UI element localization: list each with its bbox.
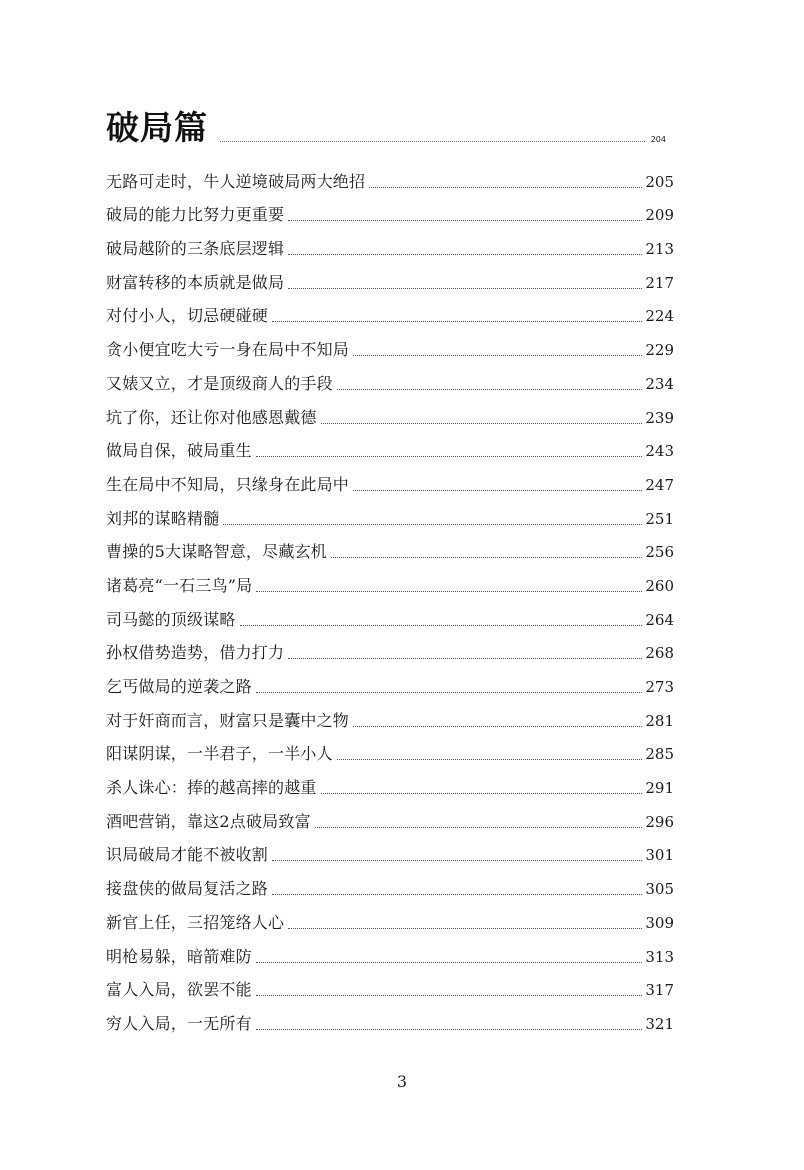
toc-entry-title[interactable]: 财富转移的本质就是做局 — [106, 272, 285, 292]
toc-entry[interactable] — [106, 299, 674, 333]
toc-entry-title[interactable]: 破局的能力比努力更重要 — [106, 205, 285, 225]
toc-entry-page[interactable]: 224 — [645, 307, 674, 326]
dot-leader — [272, 893, 642, 895]
dot-leader — [331, 556, 642, 558]
dot-leader — [223, 523, 642, 525]
toc-entry[interactable] — [106, 636, 674, 670]
footer-page-number: 3 — [396, 1072, 408, 1091]
toc-entry[interactable] — [106, 164, 674, 198]
toc-entry-page[interactable]: 305 — [645, 880, 674, 899]
dot-leader — [353, 725, 642, 727]
toc-entry-title[interactable]: 无路可走时，牛人逆境破局两大绝招 — [106, 171, 366, 191]
toc-entry-page[interactable]: 296 — [645, 812, 674, 831]
toc-entry-page[interactable]: 301 — [645, 846, 674, 865]
toc-entry[interactable] — [106, 770, 674, 804]
toc-entry-page[interactable]: 281 — [645, 711, 674, 730]
toc-entry-title[interactable]: 生在局中不知局，只缘身在此局中 — [106, 474, 350, 494]
dot-leader — [272, 320, 642, 322]
toc-entry-title[interactable]: 坑了你，还让你对他感恩戴德 — [106, 407, 317, 427]
toc-entry-page[interactable]: 260 — [645, 576, 674, 595]
toc-entry[interactable] — [106, 703, 674, 737]
toc-entry[interactable] — [106, 501, 674, 535]
toc-entry-title[interactable]: 阳谋阴谋，一半君子，一半小人 — [106, 744, 333, 764]
dot-leader — [256, 1028, 643, 1030]
dot-leader — [353, 354, 642, 356]
toc-entry-page[interactable]: 256 — [645, 543, 674, 562]
toc-entry[interactable] — [106, 737, 674, 771]
toc-entry-title[interactable]: 接盘侠的做局复活之路 — [106, 879, 269, 899]
dot-leader — [353, 489, 642, 491]
toc-entry[interactable] — [106, 366, 674, 400]
dot-leader — [315, 826, 643, 828]
toc-entry[interactable] — [106, 871, 674, 905]
toc-entry-page[interactable]: 309 — [645, 913, 674, 932]
toc-entry[interactable] — [106, 804, 674, 838]
toc-entry-page[interactable]: 291 — [645, 779, 674, 798]
toc-entry-title[interactable]: 曹操的5大谋略智意，尽藏玄机 — [106, 542, 327, 562]
dot-leader — [240, 624, 643, 626]
toc-entry-title[interactable]: 明枪易躲，暗箭难防 — [106, 946, 252, 966]
dot-leader — [288, 657, 642, 659]
toc-entry-title[interactable]: 破局越阶的三条底层逻辑 — [106, 239, 285, 259]
toc-entry-page[interactable]: 313 — [645, 947, 674, 966]
toc-entry-title[interactable]: 新官上任，三招笼络人心 — [106, 912, 285, 932]
toc-entry[interactable] — [106, 939, 674, 973]
toc-entry-title[interactable]: 又婊又立，才是顶级商人的手段 — [106, 373, 333, 393]
toc-entry-page[interactable]: 205 — [645, 172, 674, 191]
toc-entry-page[interactable]: 213 — [645, 240, 674, 259]
dot-leader — [256, 590, 642, 592]
dot-leader — [288, 219, 642, 221]
toc-entry-page[interactable]: 209 — [645, 206, 674, 225]
toc-entry-title[interactable]: 酒吧营销，靠这2点破局致富 — [106, 811, 311, 831]
toc-entry[interactable] — [106, 332, 674, 366]
toc-entry[interactable] — [106, 905, 674, 939]
toc-section-header — [106, 102, 666, 148]
toc-entry-page[interactable]: 251 — [645, 509, 674, 528]
toc-entry-page[interactable]: 243 — [645, 442, 674, 461]
toc-entry-title[interactable]: 富人入局，欲罢不能 — [106, 980, 252, 1000]
toc-entry-title[interactable]: 贪小便宜吃大亏一身在局中不知局 — [106, 340, 350, 360]
toc-entry-title[interactable]: 对于奸商而言，财富只是囊中之物 — [106, 710, 350, 730]
dot-leader — [256, 455, 643, 457]
toc-entry-title[interactable]: 杀人诛心：捧的越高摔的越重 — [106, 778, 317, 798]
toc-entry[interactable] — [106, 467, 674, 501]
toc-entry-page[interactable]: 239 — [645, 408, 674, 427]
toc-entry-title[interactable]: 刘邦的谋略精髓 — [106, 508, 220, 528]
toc-entry[interactable] — [106, 1006, 674, 1040]
dot-leader — [321, 792, 643, 794]
toc-entry-page[interactable]: 285 — [645, 745, 674, 764]
toc-entry-title[interactable]: 乞丐做局的逆袭之路 — [106, 677, 252, 696]
toc-entry-page[interactable]: 229 — [645, 341, 674, 360]
toc-entry-title[interactable]: 司马懿的顶级谋略 — [106, 609, 236, 629]
dot-leader — [369, 186, 642, 188]
table-of-contents — [106, 164, 674, 1040]
dot-leader — [220, 140, 645, 142]
dot-leader — [337, 758, 643, 760]
section-page-number[interactable]: 204 — [650, 135, 666, 144]
toc-entry[interactable] — [106, 973, 674, 1007]
toc-entry-page[interactable]: 217 — [645, 273, 674, 292]
dot-leader — [288, 287, 642, 289]
toc-entry[interactable] — [106, 265, 674, 299]
toc-entry-page[interactable]: 268 — [645, 644, 674, 663]
toc-entry-title[interactable]: 识局破局才能不被收割 — [106, 845, 269, 865]
toc-entry[interactable] — [106, 231, 674, 265]
dot-leader — [256, 994, 643, 996]
toc-entry-title[interactable]: 诸葛亮“一石三鸟”局 — [106, 575, 253, 595]
toc-entry[interactable] — [106, 400, 674, 434]
toc-entry[interactable] — [106, 669, 674, 703]
toc-entry[interactable] — [106, 838, 674, 872]
toc-entry-title[interactable]: 孙权借势造势，借力打力 — [106, 643, 285, 663]
dot-leader — [256, 961, 643, 963]
dot-leader — [288, 927, 642, 929]
dot-leader — [272, 859, 642, 861]
toc-entry[interactable] — [106, 602, 674, 636]
toc-entry-page[interactable]: 247 — [645, 475, 674, 494]
toc-entry-page[interactable]: 317 — [645, 981, 674, 1000]
dot-leader — [256, 691, 643, 693]
toc-entry[interactable] — [106, 198, 674, 232]
dot-leader — [337, 388, 643, 390]
section-title: 破局篇 — [106, 108, 208, 147]
toc-entry[interactable] — [106, 434, 674, 468]
toc-entry-page[interactable]: 321 — [645, 1014, 674, 1033]
dot-leader — [321, 422, 643, 424]
toc-entry-page[interactable]: 264 — [645, 610, 674, 629]
toc-entry-page[interactable]: 273 — [645, 678, 674, 696]
dot-leader — [288, 253, 642, 255]
toc-entry-title[interactable]: 做局自保，破局重生 — [106, 441, 252, 461]
toc-entry[interactable] — [106, 535, 674, 569]
toc-entry[interactable] — [106, 568, 674, 602]
toc-entry-page[interactable]: 234 — [645, 374, 674, 393]
toc-entry-title[interactable]: 对付小人，切忌硬碰硬 — [106, 306, 269, 326]
toc-entry-title[interactable]: 穷人入局，一无所有 — [106, 1013, 252, 1033]
